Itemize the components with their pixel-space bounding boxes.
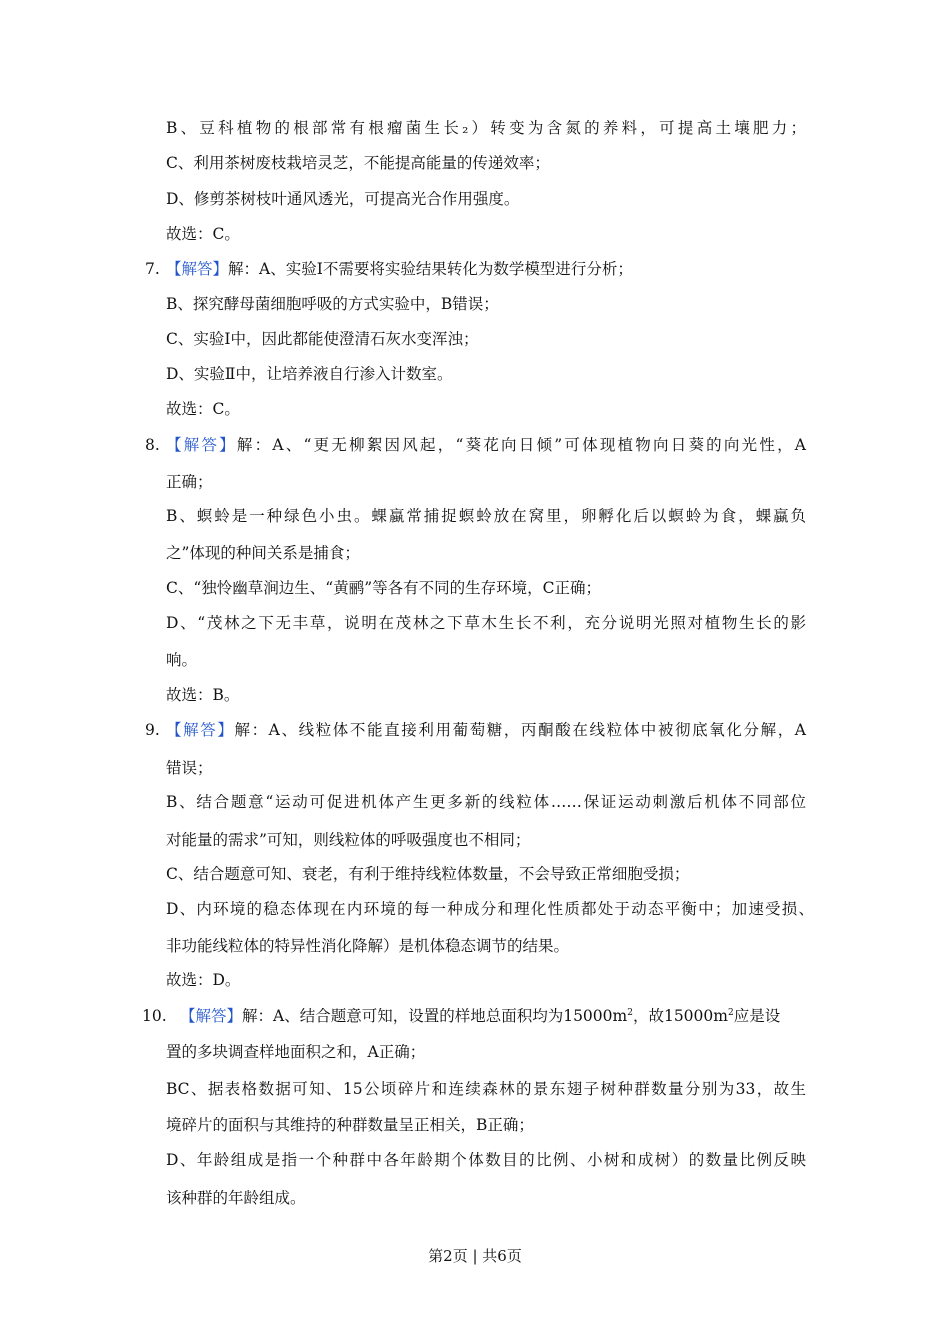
answer-tag: 【解答】 [180, 1007, 243, 1025]
text: 解：A、实验Ⅰ不需要将实验结果转化为数学模型进行分析； [228, 260, 633, 278]
text-line: B、豆科植物的根部常有根瘤菌生长₂）转变为含氮的养料，可提高土壤肥力； [166, 119, 806, 137]
text-line: 错误； [166, 759, 213, 777]
text-line: D、实验Ⅱ中，让培养液自行渗入计数室。 [166, 365, 453, 383]
text-line: C、实验Ⅰ中，因此都能使澄清石灰水变浑浊； [166, 330, 479, 348]
text-line: 响。 [166, 651, 198, 669]
text-line: D、“茂林之下无丰草，说明在茂林之下草木生长不利，充分说明光照对植物生长的影 [166, 614, 806, 632]
text-line: BC、据表格数据可知、15公顷碎片和连续森林的景东翅子树种群数量分别为33，故生 [166, 1080, 806, 1098]
text-line: 非功能线粒体的特异性消化降解）是机体稳态调节的结果。 [166, 937, 570, 955]
text-line: 故选：C。 [166, 400, 240, 418]
text-line: 之”体现的种间关系是捕食； [166, 544, 360, 562]
text-line: 正确； [166, 473, 213, 491]
text: 解：A、“更无柳絮因风起，“葵花向日倾”可体现植物向日葵的向光性，A [236, 436, 806, 454]
text: 解：A、线粒体不能直接利用葡萄糖，丙酮酸在线粒体中被彻底氧化分解，A [234, 721, 806, 739]
text-line: 境碎片的面积与其维持的种群数量呈正相关，B正确； [166, 1116, 534, 1134]
answer-tag: 【解答】 [166, 260, 229, 278]
text-line: D、年龄组成是指一个种群中各年龄期个体数目的比例、小树和成树）的数量比例反映 [166, 1151, 806, 1169]
text-line: B、结合题意“运动可促进机体产生更多新的线粒体……保证运动刺激后机体不同部位 [166, 793, 806, 811]
text-line [180, 1006, 780, 1026]
text-line: B、探究酵母菌细胞呼吸的方式实验中，B错误； [166, 295, 499, 313]
text-line: 置的多块调查样地面积之和，A正确； [166, 1043, 426, 1061]
answer-tag: 【解答】 [166, 436, 237, 454]
text-line: 故选：D。 [166, 971, 241, 989]
page-footer: 第2页 | 共6页 [428, 1247, 522, 1265]
text-line: C、利用茶树废枝栽培灵芝，不能提高能量的传递效率； [166, 154, 550, 172]
answer-tag: 【解答】 [166, 721, 235, 739]
text-line: C、“独怜幽草涧边生、“黄鹂”等各有不同的生存环境，C正确； [166, 579, 601, 597]
text: 应是设 [733, 1007, 781, 1025]
text-line [166, 259, 633, 279]
text-line: B、螟蛉是一种绿色小虫。蜾蠃常捕捉螟蛉放在窝里，卵孵化后以螟蛉为食，蜾蠃负 [166, 507, 806, 525]
text-line [166, 435, 806, 455]
question-number: 8. [145, 436, 160, 454]
text-line: 故选：C。 [166, 225, 240, 243]
text-line: C、结合题意可知、衰老，有利于维持线粒体数量，不会导致正常细胞受损； [166, 865, 690, 883]
text-line: 故选：B。 [166, 686, 240, 704]
text: ，故15000m [632, 1007, 728, 1025]
question-number: 10. [142, 1007, 167, 1025]
question-number: 7. [145, 260, 160, 278]
superscript: 2 [627, 1007, 633, 1018]
text-line [166, 720, 806, 740]
text-line: D、内环境的稳态体现在内环境的每一种成分和理化性质都处于动态平衡中；加速受损、 [166, 900, 814, 918]
question-number: 9. [145, 721, 160, 739]
text: 解：A、结合题意可知，设置的样地总面积均为15000m [242, 1007, 628, 1025]
text-line: D、修剪茶树枝叶通风透光，可提高光合作用强度。 [166, 190, 520, 208]
text-line: 该种群的年龄组成。 [166, 1189, 306, 1207]
text-line: 对能量的需求”可知，则线粒体的呼吸强度也不相同； [166, 831, 531, 849]
superscript: 2 [727, 1007, 734, 1018]
